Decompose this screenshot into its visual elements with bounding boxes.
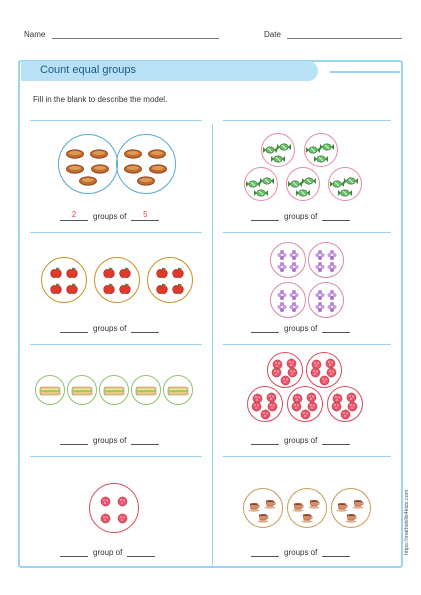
problem-cell bbox=[30, 234, 202, 344]
candy-icon bbox=[314, 151, 328, 169]
answer-row bbox=[60, 434, 159, 445]
groups-of-label: groups of bbox=[284, 212, 318, 221]
row-divider-0-left bbox=[30, 120, 202, 121]
answer-row bbox=[60, 546, 155, 557]
row-divider-1-right bbox=[223, 232, 391, 233]
flower-icon bbox=[277, 300, 287, 318]
flower-icon bbox=[289, 260, 299, 278]
teacup-icon bbox=[301, 510, 314, 528]
raspberry-icon bbox=[280, 373, 291, 391]
sandwich-icon bbox=[39, 384, 61, 402]
answer-row bbox=[251, 434, 350, 445]
flower-icon bbox=[315, 260, 325, 278]
problem-cell bbox=[30, 346, 202, 456]
groups-of-label: groups of bbox=[93, 212, 127, 221]
name-line[interactable] bbox=[52, 30, 219, 39]
bread-icon bbox=[79, 173, 97, 191]
problem-cell bbox=[30, 458, 202, 568]
group-circle bbox=[270, 282, 306, 318]
answer-row bbox=[251, 546, 350, 557]
group-circle bbox=[89, 483, 139, 533]
raspberry-icon bbox=[100, 494, 111, 512]
groups-count-blank[interactable] bbox=[251, 546, 279, 557]
group-circle bbox=[270, 242, 306, 278]
groups-of-label: group of bbox=[93, 548, 123, 557]
flower-icon bbox=[327, 260, 337, 278]
bread-icon bbox=[137, 173, 155, 191]
worksheet-title: Count equal groups bbox=[40, 64, 137, 76]
sandwich-icon bbox=[71, 384, 93, 402]
apple-icon bbox=[172, 282, 184, 300]
items-per-group-blank[interactable] bbox=[322, 210, 350, 221]
apple-icon bbox=[156, 282, 168, 300]
teacup-icon bbox=[257, 510, 270, 528]
groups-count-blank[interactable] bbox=[60, 322, 88, 333]
group-circle bbox=[94, 257, 140, 303]
flower-icon bbox=[315, 300, 325, 318]
items-per-group-blank[interactable] bbox=[127, 546, 155, 557]
raspberry-icon bbox=[100, 511, 111, 529]
candy-icon bbox=[338, 185, 352, 203]
row-divider-0-right bbox=[223, 120, 391, 121]
problem-cell bbox=[223, 122, 395, 232]
instructions: Fill in the blank to describe the model. bbox=[33, 95, 168, 104]
groups-count-blank[interactable] bbox=[60, 546, 88, 557]
column-divider bbox=[212, 124, 213, 566]
group-circle bbox=[147, 257, 193, 303]
raspberry-icon bbox=[319, 373, 330, 391]
items-per-group-blank[interactable] bbox=[322, 322, 350, 333]
row-divider-3-right bbox=[223, 456, 391, 457]
problem-cell bbox=[223, 458, 395, 568]
row-divider-3-left bbox=[30, 456, 202, 457]
raspberry-icon bbox=[117, 511, 128, 529]
groups-count-blank[interactable] bbox=[251, 434, 279, 445]
group-circle bbox=[308, 242, 344, 278]
answer-row bbox=[251, 210, 350, 221]
date-label: Date bbox=[264, 30, 281, 39]
sandwich-icon bbox=[103, 384, 125, 402]
candy-icon bbox=[271, 151, 285, 169]
answer-row bbox=[60, 210, 159, 221]
groups-count-blank[interactable] bbox=[60, 434, 88, 445]
name-label: Name bbox=[24, 30, 46, 39]
items-per-group-blank[interactable] bbox=[131, 434, 159, 445]
items-per-group-blank[interactable] bbox=[322, 546, 350, 557]
title-divider bbox=[330, 71, 400, 73]
groups-of-label: groups of bbox=[284, 436, 318, 445]
site-url: https://mathskills4kids.com bbox=[404, 489, 410, 555]
apple-icon bbox=[50, 282, 62, 300]
candy-icon bbox=[296, 185, 310, 203]
flower-icon bbox=[327, 300, 337, 318]
row-divider-1-left bbox=[30, 232, 202, 233]
raspberry-icon bbox=[117, 494, 128, 512]
problem-cell bbox=[223, 346, 395, 456]
groups-of-label: groups of bbox=[284, 324, 318, 333]
apple-icon bbox=[103, 282, 115, 300]
date-field[interactable] bbox=[264, 30, 402, 39]
raspberry-icon bbox=[340, 407, 351, 425]
raspberry-icon bbox=[260, 407, 271, 425]
flower-icon bbox=[289, 300, 299, 318]
problem-cell bbox=[30, 122, 202, 232]
groups-of-label: groups of bbox=[93, 436, 127, 445]
sandwich-icon bbox=[167, 384, 189, 402]
apple-icon bbox=[66, 282, 78, 300]
name-field[interactable] bbox=[24, 30, 219, 39]
items-per-group-blank[interactable]: 5 bbox=[131, 210, 159, 221]
teacup-icon bbox=[345, 510, 358, 528]
apple-icon bbox=[119, 282, 131, 300]
groups-of-label: groups of bbox=[93, 324, 127, 333]
answer-row bbox=[60, 322, 159, 333]
flower-icon bbox=[277, 260, 287, 278]
groups-of-label: groups of bbox=[284, 548, 318, 557]
groups-count-blank[interactable] bbox=[251, 210, 279, 221]
answer-row bbox=[251, 322, 350, 333]
groups-count-blank[interactable] bbox=[251, 322, 279, 333]
group-circle bbox=[41, 257, 87, 303]
group-circle bbox=[308, 282, 344, 318]
items-per-group-blank[interactable] bbox=[322, 434, 350, 445]
problem-cell bbox=[223, 234, 395, 344]
groups-count-blank[interactable]: 2 bbox=[60, 210, 88, 221]
sandwich-icon bbox=[135, 384, 157, 402]
date-line[interactable] bbox=[287, 30, 402, 39]
items-per-group-blank[interactable] bbox=[131, 322, 159, 333]
candy-icon bbox=[254, 185, 268, 203]
row-divider-2-right bbox=[223, 344, 391, 345]
row-divider-2-left bbox=[30, 344, 202, 345]
raspberry-icon bbox=[300, 407, 311, 425]
